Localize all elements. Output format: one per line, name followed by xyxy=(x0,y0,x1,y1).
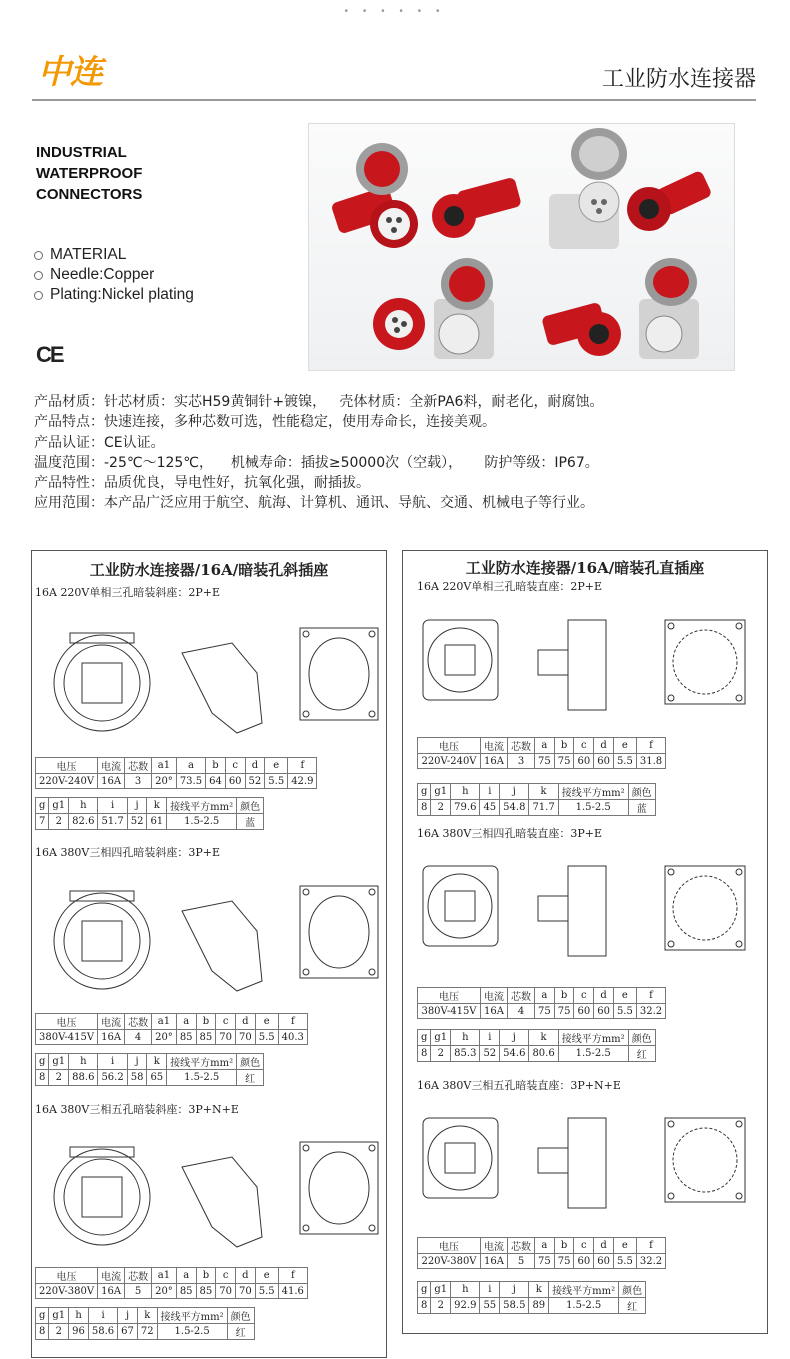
table-cell: a1 xyxy=(152,1014,177,1030)
table-cell: 64 xyxy=(206,774,226,789)
table-cell: 电压 xyxy=(36,1014,98,1030)
table-cell: 电压 xyxy=(418,738,481,754)
table-cell: g xyxy=(418,784,431,800)
table-cell: 2 xyxy=(49,814,69,830)
table-cell: 60 xyxy=(574,754,594,769)
table-cell: 2 xyxy=(431,1046,451,1062)
table-cell: 电流 xyxy=(98,1268,125,1284)
table-header-row xyxy=(36,758,317,774)
table-cell: 85 xyxy=(176,1030,196,1045)
table-header-row xyxy=(36,798,264,814)
table-cell: j xyxy=(127,1054,147,1070)
table-cell: a xyxy=(535,988,555,1004)
table-cell: a xyxy=(535,738,555,754)
table-cell: 红 xyxy=(237,1070,264,1086)
table-cell: 52 xyxy=(245,774,265,789)
table-cell: 电流 xyxy=(481,988,508,1004)
table-cell: 42.9 xyxy=(288,774,317,789)
desc-line: 产品材质：针芯材质：实芯H59黄铜针+镀镍， 壳体材质：全新PA6料，耐老化，耐腐蚀。 xyxy=(34,394,604,410)
table-cell: 220V-240V xyxy=(418,754,481,769)
english-title xyxy=(36,142,142,205)
table-cell: 1.5-2.5 xyxy=(558,1046,628,1062)
table-cell: i xyxy=(480,784,500,800)
table-cell: 芯数 xyxy=(508,988,535,1004)
left-section-3-drawing xyxy=(32,1117,386,1265)
table-cell: 红 xyxy=(619,1298,646,1314)
table-cell: 芯数 xyxy=(125,1268,152,1284)
table-cell: 85 xyxy=(196,1030,216,1045)
table-cell: a xyxy=(176,1014,196,1030)
table-cell: 82.6 xyxy=(69,814,98,830)
table-cell: 2 xyxy=(49,1070,69,1086)
table-header-row xyxy=(36,1308,255,1324)
table-cell: 8 xyxy=(36,1324,49,1340)
table-cell: d xyxy=(245,758,265,774)
table-cell: 16A xyxy=(481,1004,508,1019)
table-cell: 60 xyxy=(594,754,614,769)
table-cell: 85.3 xyxy=(451,1046,480,1062)
table-cell: 5.5 xyxy=(255,1030,278,1045)
table-cell: 31.8 xyxy=(636,754,665,769)
table-cell: 颜色 xyxy=(237,798,264,814)
table-cell: 2 xyxy=(431,1298,451,1314)
left-section-1-subtitle: 16A 220V单相三孔暗装斜座：2P+E xyxy=(35,586,221,599)
table-cell: 红 xyxy=(628,1046,655,1062)
table-cell: 蓝 xyxy=(237,814,264,830)
table-cell: k xyxy=(529,1282,549,1298)
table-cell: 电压 xyxy=(36,1268,98,1284)
table-cell: 16A xyxy=(98,1284,125,1299)
table-cell: e xyxy=(265,758,288,774)
table-cell: j xyxy=(500,1030,529,1046)
table-cell: 16A xyxy=(98,774,125,789)
english-title-line: CONNECTORS xyxy=(36,186,143,203)
table-header-row xyxy=(418,738,666,754)
table-cell: 55 xyxy=(480,1298,500,1314)
table-row xyxy=(418,800,656,816)
table-cell: 220V-380V xyxy=(36,1284,98,1299)
table-cell: 颜色 xyxy=(628,784,655,800)
table-header-row xyxy=(36,1268,308,1284)
table-cell: 1.5-2.5 xyxy=(167,814,237,830)
table-cell: j xyxy=(118,1308,138,1324)
table-header-row xyxy=(418,1282,646,1298)
table-cell: 73.5 xyxy=(176,774,205,789)
table-cell: 220V-240V xyxy=(36,774,98,789)
table-cell: 16A xyxy=(98,1030,125,1045)
left-section-2-table-2 xyxy=(35,1053,264,1086)
left-section-3-subtitle: 16A 380V三相五孔暗装斜座：3P+N+E xyxy=(35,1103,239,1116)
product-photo-illustration xyxy=(309,124,734,370)
table-cell: 40.3 xyxy=(278,1030,307,1045)
desc-line: 产品特点：快速连接，多种芯数可选，性能稳定，使用寿命长，连接美观。 xyxy=(34,414,496,431)
table-cell: j xyxy=(500,1282,529,1298)
table-cell: 7 xyxy=(36,814,49,830)
table-cell: 75 xyxy=(554,754,574,769)
table-cell: 79.6 xyxy=(451,800,480,816)
plug-red-2 xyxy=(432,177,522,238)
table-cell: i xyxy=(98,1054,127,1070)
table-cell: i xyxy=(480,1030,500,1046)
right-section-1-subtitle: 16A 220V单相三孔暗装直座：2P+E xyxy=(417,580,603,593)
material-item xyxy=(34,285,194,305)
table-cell: 75 xyxy=(554,1254,574,1269)
table-cell: 1.5-2.5 xyxy=(167,1070,237,1086)
right-section-3-table-2 xyxy=(417,1281,646,1314)
table-cell: h xyxy=(451,784,480,800)
table-cell: 58.5 xyxy=(500,1298,529,1314)
bullet-icon xyxy=(34,271,43,280)
table-cell: 20° xyxy=(152,774,177,789)
product-photo xyxy=(308,123,735,371)
table-header-row xyxy=(418,988,666,1004)
table-cell: k xyxy=(529,1030,558,1046)
table-cell: 52 xyxy=(480,1046,500,1062)
table-cell: 75 xyxy=(535,754,555,769)
table-cell: 5.5 xyxy=(613,754,636,769)
table-cell: 71.7 xyxy=(529,800,558,816)
table-cell: k xyxy=(529,784,558,800)
material-needle: Needle:Copper xyxy=(50,266,155,283)
table-cell: c xyxy=(216,1014,236,1030)
table-cell: k xyxy=(147,798,167,814)
table-cell: 8 xyxy=(418,800,431,816)
table-cell: 56.2 xyxy=(98,1070,127,1086)
ce-mark: CE xyxy=(36,342,63,367)
table-cell: h xyxy=(69,1308,89,1324)
table-cell: f xyxy=(636,1238,665,1254)
table-cell: 220V-380V xyxy=(418,1254,481,1269)
table-cell: 67 xyxy=(118,1324,138,1340)
left-section-2-table-1 xyxy=(35,1013,308,1045)
table-cell: 85 xyxy=(176,1284,196,1299)
table-row xyxy=(36,1070,264,1086)
table-cell: b xyxy=(206,758,226,774)
table-cell: b xyxy=(554,738,574,754)
table-cell: i xyxy=(98,798,127,814)
right-section-1-table-2 xyxy=(417,783,656,816)
table-cell: 8 xyxy=(36,1070,49,1086)
right-section-2-drawing xyxy=(403,841,767,981)
material-heading: MATERIAL xyxy=(50,246,127,263)
table-cell: 接线平方mm² xyxy=(167,1054,237,1070)
desc-line: 产品特性：品质优良，导电性好，抗氧化强，耐插拔。 xyxy=(34,475,370,492)
table-cell: 接线平方mm² xyxy=(167,798,237,814)
table-cell: 70 xyxy=(216,1284,236,1299)
table-cell: 89 xyxy=(529,1298,549,1314)
table-cell: 60 xyxy=(574,1004,594,1019)
table-cell: 80.6 xyxy=(529,1046,558,1062)
table-cell: f xyxy=(636,738,665,754)
table-cell: g1 xyxy=(49,1054,69,1070)
table-cell: a xyxy=(176,1268,196,1284)
table-cell: 75 xyxy=(535,1254,555,1269)
table-cell: h xyxy=(451,1030,480,1046)
table-cell: d xyxy=(594,1238,614,1254)
table-cell: 电流 xyxy=(481,738,508,754)
table-cell: 接线平方mm² xyxy=(549,1282,619,1298)
table-cell: 75 xyxy=(535,1004,555,1019)
table-cell: 3 xyxy=(125,774,152,789)
table-cell: 20° xyxy=(152,1030,177,1045)
table-row xyxy=(36,814,264,830)
table-cell: 60 xyxy=(594,1254,614,1269)
socket-grey-2 xyxy=(434,258,494,359)
table-cell: 52 xyxy=(127,814,147,830)
material-item xyxy=(34,265,194,285)
right-panel-title: 工业防水连接器/16A/暗装孔直插座 xyxy=(465,559,705,577)
bullet-icon xyxy=(34,291,43,300)
table-cell: 电压 xyxy=(36,758,98,774)
table-cell: 88.6 xyxy=(69,1070,98,1086)
table-cell: g xyxy=(36,1054,49,1070)
table-cell: 电流 xyxy=(481,1238,508,1254)
table-cell: 颜色 xyxy=(237,1054,264,1070)
material-item xyxy=(34,245,194,265)
table-cell: 70 xyxy=(216,1030,236,1045)
table-cell: b xyxy=(196,1268,216,1284)
table-cell: e xyxy=(255,1014,278,1030)
table-cell: a xyxy=(535,1238,555,1254)
bullet-icon xyxy=(34,251,43,260)
table-cell: a xyxy=(176,758,205,774)
table-cell: c xyxy=(574,738,594,754)
right-section-2-table-1 xyxy=(417,987,666,1019)
table-cell: 65 xyxy=(147,1070,167,1086)
table-cell: 接线平方mm² xyxy=(558,1030,628,1046)
table-cell: 16A xyxy=(481,1254,508,1269)
table-cell: 32.2 xyxy=(636,1254,665,1269)
table-cell: d xyxy=(594,988,614,1004)
table-cell: d xyxy=(236,1268,256,1284)
left-section-1-drawing xyxy=(32,603,386,753)
table-row xyxy=(36,1284,308,1299)
table-cell: g1 xyxy=(431,1282,451,1298)
table-cell: 54.8 xyxy=(500,800,529,816)
left-section-3-table-1 xyxy=(35,1267,308,1299)
desc-line: 应用范围：本产品广泛应用于航空、航海、计算机、通讯、导航、交通、机械电子等行业。 xyxy=(34,495,594,512)
table-cell: a1 xyxy=(152,758,177,774)
table-cell: 20° xyxy=(152,1284,177,1299)
table-cell: 54.6 xyxy=(500,1046,529,1062)
table-cell: 16A xyxy=(481,754,508,769)
table-cell: 5.5 xyxy=(613,1254,636,1269)
table-cell: 1.5-2.5 xyxy=(549,1298,619,1314)
table-cell: 32.2 xyxy=(636,1004,665,1019)
brand-logo: 中连 xyxy=(38,52,102,91)
table-cell: 电流 xyxy=(98,758,125,774)
table-header-row xyxy=(418,1030,656,1046)
table-cell: f xyxy=(278,1268,307,1284)
table-cell: 电流 xyxy=(98,1014,125,1030)
left-section-1-table-2 xyxy=(35,797,264,830)
table-cell: 75 xyxy=(554,1004,574,1019)
table-cell: 芯数 xyxy=(125,758,152,774)
table-cell: j xyxy=(500,784,529,800)
table-cell: c xyxy=(225,758,245,774)
table-cell: i xyxy=(88,1308,117,1324)
table-cell: 颜色 xyxy=(227,1308,254,1324)
table-cell: 5.5 xyxy=(613,1004,636,1019)
material-plating: Plating:Nickel plating xyxy=(50,286,194,303)
table-cell: 60 xyxy=(594,1004,614,1019)
table-cell: 2 xyxy=(49,1324,69,1340)
table-cell: c xyxy=(216,1268,236,1284)
table-cell: a1 xyxy=(152,1268,177,1284)
table-row xyxy=(36,1030,308,1045)
table-row xyxy=(418,1046,656,1062)
pager-dots: • • • • • • xyxy=(344,6,446,17)
table-cell: k xyxy=(137,1308,157,1324)
table-cell: i xyxy=(480,1282,500,1298)
table-cell: 电压 xyxy=(418,988,481,1004)
table-cell: c xyxy=(574,988,594,1004)
table-cell: 芯数 xyxy=(125,1014,152,1030)
table-cell: h xyxy=(69,1054,98,1070)
page-title: 工业防水连接器 xyxy=(601,67,756,92)
table-cell: 1.5-2.5 xyxy=(157,1324,227,1340)
table-cell: 蓝 xyxy=(628,800,655,816)
table-cell: f xyxy=(288,758,317,774)
table-cell: c xyxy=(574,1238,594,1254)
table-cell: 61 xyxy=(147,814,167,830)
table-row xyxy=(418,1004,666,1019)
table-cell: g1 xyxy=(431,1030,451,1046)
table-cell: 1.5-2.5 xyxy=(558,800,628,816)
table-cell: 60 xyxy=(225,774,245,789)
table-cell: j xyxy=(127,798,147,814)
table-cell: d xyxy=(236,1014,256,1030)
table-cell: 60 xyxy=(574,1254,594,1269)
table-cell: e xyxy=(613,988,636,1004)
table-row xyxy=(418,1298,646,1314)
right-section-3-table-1 xyxy=(417,1237,666,1269)
desc-line: 产品认证：CE认证。 xyxy=(34,434,165,451)
table-row xyxy=(36,1324,255,1340)
product-description xyxy=(34,392,603,514)
table-cell: g xyxy=(36,798,49,814)
plug-red-4 xyxy=(373,298,425,350)
table-cell: 58.6 xyxy=(88,1324,117,1340)
right-section-2-subtitle: 16A 380V三相四孔暗装直座：3P+E xyxy=(417,827,603,840)
table-cell: 5.5 xyxy=(255,1284,278,1299)
header-divider xyxy=(32,99,756,101)
left-section-1-table-1 xyxy=(35,757,317,789)
left-panel-title: 工业防水连接器/16A/暗装孔斜插座 xyxy=(89,561,329,579)
right-spec-panel xyxy=(402,550,768,1334)
table-cell: d xyxy=(594,738,614,754)
left-section-2-drawing xyxy=(32,861,386,1009)
table-cell: 51.7 xyxy=(98,814,127,830)
table-cell: h xyxy=(451,1282,480,1298)
table-cell: 96 xyxy=(69,1324,89,1340)
right-section-2-table-2 xyxy=(417,1029,656,1062)
plug-red-1 xyxy=(331,143,418,248)
right-section-1-drawing xyxy=(403,595,767,735)
table-cell: 4 xyxy=(508,1004,535,1019)
table-row xyxy=(36,774,317,789)
table-cell: k xyxy=(147,1054,167,1070)
table-cell: 72 xyxy=(137,1324,157,1340)
material-list xyxy=(34,245,194,305)
table-cell: 380V-415V xyxy=(418,1004,481,1019)
table-cell: 8 xyxy=(418,1298,431,1314)
table-cell: e xyxy=(613,738,636,754)
table-cell: 92.9 xyxy=(451,1298,480,1314)
table-cell: 5.5 xyxy=(265,774,288,789)
table-header-row xyxy=(418,1238,666,1254)
plug-red-5 xyxy=(541,302,621,356)
table-cell: 接线平方mm² xyxy=(558,784,628,800)
left-section-3-table-2 xyxy=(35,1307,255,1340)
table-cell: 70 xyxy=(236,1284,256,1299)
table-cell: g1 xyxy=(431,784,451,800)
table-cell: g1 xyxy=(49,798,69,814)
english-title-line: WATERPROOF xyxy=(36,165,143,182)
table-cell: 芯数 xyxy=(508,738,535,754)
left-spec-panel xyxy=(31,550,387,1358)
table-cell: f xyxy=(278,1014,307,1030)
table-cell: 8 xyxy=(418,1046,431,1062)
table-row xyxy=(418,1254,666,1269)
table-cell: e xyxy=(255,1268,278,1284)
table-cell: 接线平方mm² xyxy=(157,1308,227,1324)
right-section-1-table-1 xyxy=(417,737,666,769)
table-header-row xyxy=(36,1014,308,1030)
table-cell: e xyxy=(613,1238,636,1254)
table-cell: b xyxy=(196,1014,216,1030)
socket-grey-1 xyxy=(549,128,627,249)
table-header-row xyxy=(418,784,656,800)
table-cell: 3 xyxy=(508,754,535,769)
table-cell: 芯数 xyxy=(508,1238,535,1254)
desc-line: 温度范围：-25℃～125℃， 机械寿命：插拔≥50000次（空载）， 防护等级：IP67。 xyxy=(34,454,599,471)
table-cell: 58 xyxy=(127,1070,147,1086)
table-cell: 4 xyxy=(125,1030,152,1045)
table-cell: 颜色 xyxy=(619,1282,646,1298)
table-cell: 41.6 xyxy=(278,1284,307,1299)
table-cell: f xyxy=(636,988,665,1004)
plug-red-3 xyxy=(627,170,713,231)
table-cell: b xyxy=(554,988,574,1004)
table-cell: 85 xyxy=(196,1284,216,1299)
left-section-2-subtitle: 16A 380V三相四孔暗装斜座：3P+E xyxy=(35,846,221,859)
table-cell: g xyxy=(418,1030,431,1046)
table-cell: 45 xyxy=(480,800,500,816)
table-cell: 2 xyxy=(431,800,451,816)
table-cell: 70 xyxy=(236,1030,256,1045)
table-cell: g xyxy=(36,1308,49,1324)
table-cell: g1 xyxy=(49,1308,69,1324)
socket-grey-3 xyxy=(639,258,699,359)
table-cell: 电压 xyxy=(418,1238,481,1254)
table-cell: 5 xyxy=(125,1284,152,1299)
table-cell: 颜色 xyxy=(628,1030,655,1046)
table-row xyxy=(418,754,666,769)
table-header-row xyxy=(36,1054,264,1070)
right-section-3-drawing xyxy=(403,1093,767,1233)
table-cell: 380V-415V xyxy=(36,1030,98,1045)
table-cell: 红 xyxy=(227,1324,254,1340)
table-cell: h xyxy=(69,798,98,814)
table-cell: g xyxy=(418,1282,431,1298)
english-title-line: INDUSTRIAL xyxy=(36,144,127,161)
table-cell: b xyxy=(554,1238,574,1254)
table-cell: 5 xyxy=(508,1254,535,1269)
right-section-3-subtitle: 16A 380V三相五孔暗装直座：3P+N+E xyxy=(417,1079,621,1092)
